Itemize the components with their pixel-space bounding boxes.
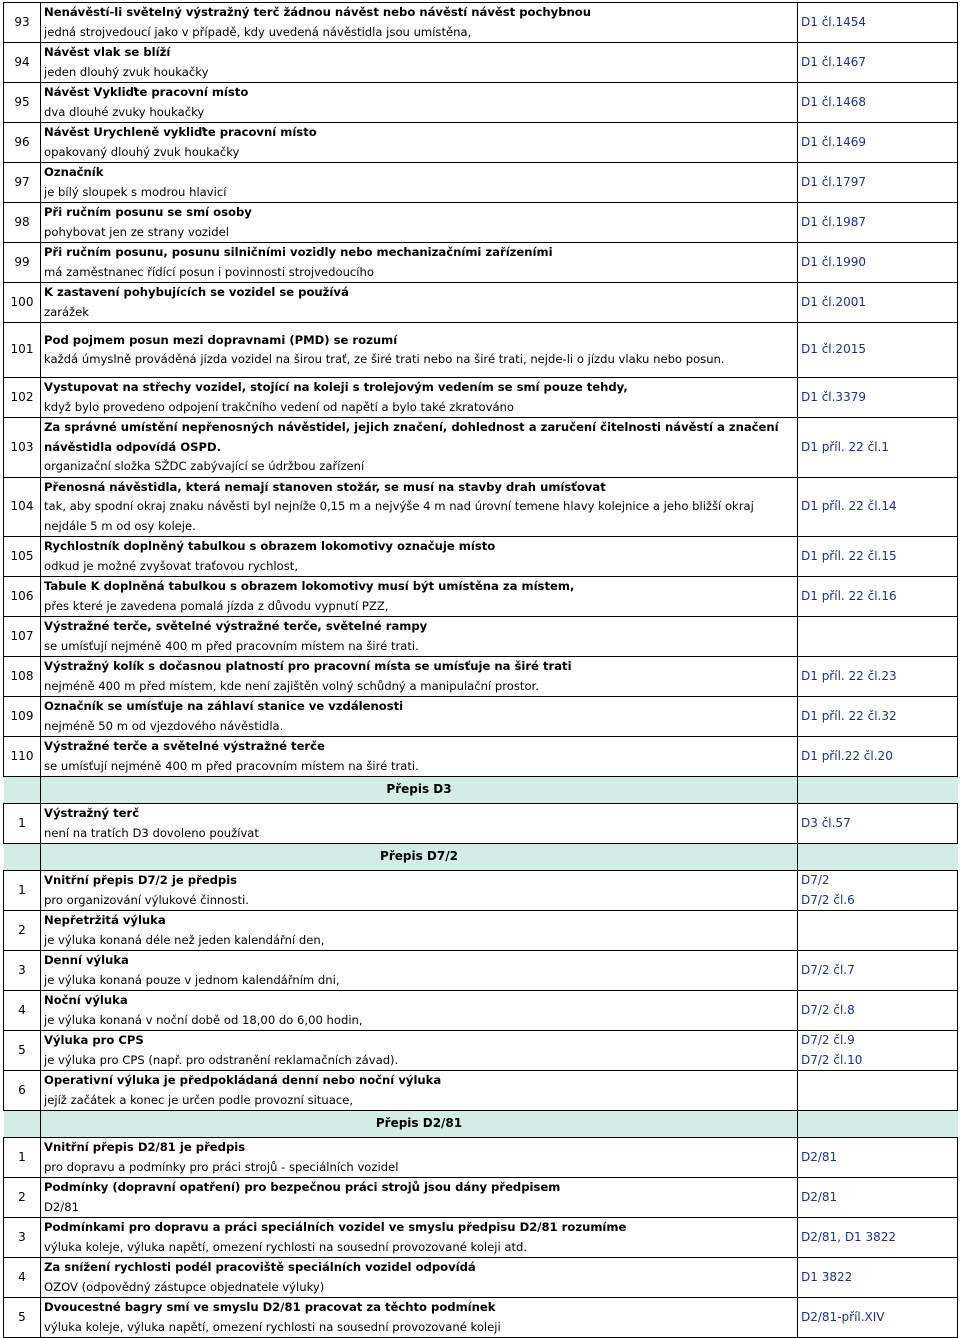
question-cell bbox=[41, 871, 798, 911]
table-row bbox=[4, 123, 958, 163]
table-row bbox=[4, 911, 958, 951]
section-header bbox=[4, 844, 958, 871]
reference-text: D1 příl. 22 čl.32 bbox=[801, 708, 897, 723]
table-row bbox=[4, 1071, 958, 1111]
reference-text: D1 čl.3379 bbox=[801, 389, 866, 404]
reference-cell bbox=[798, 163, 958, 203]
answer-text: organizační složka SŽDC zabývající se údržbou zařízení bbox=[44, 459, 365, 473]
answer-text: jedná strojvedoucí jako v případě, kdy uvedená návěstidla jsou umístěna, bbox=[44, 24, 472, 39]
question-cell bbox=[41, 911, 798, 951]
reference-cell bbox=[798, 1298, 958, 1338]
question-text: Dvoucestné bagry smí ve smyslu D2/81 pracovat za těchto podmínek bbox=[44, 1300, 496, 1314]
question-cell bbox=[41, 1218, 798, 1258]
question-number: 105 bbox=[4, 537, 41, 577]
question-cell bbox=[41, 3, 798, 43]
section-title: Přepis D7/2 bbox=[41, 844, 798, 871]
question-number: 106 bbox=[4, 577, 41, 617]
answer-text: nejméně 400 m před místem, kde není zajištěn volný schůdný a manipulační prostor. bbox=[44, 678, 539, 693]
question-cell bbox=[41, 283, 798, 323]
reference-cell bbox=[798, 378, 958, 418]
answer-text: není na tratích D3 dovoleno používat bbox=[44, 825, 259, 840]
question-number: 99 bbox=[4, 243, 41, 283]
reference-text: D3 čl.57 bbox=[801, 815, 851, 830]
question-number: 4 bbox=[4, 1258, 41, 1298]
reference-cell bbox=[798, 283, 958, 323]
question-number: 3 bbox=[4, 1218, 41, 1258]
answer-text: výluka koleje, výluka napětí, omezení rychlosti na sousední provozované koleji atd. bbox=[44, 1239, 528, 1254]
reference-text: D1 příl. 22 čl.16 bbox=[801, 588, 897, 603]
section-spacer bbox=[798, 844, 958, 871]
question-cell bbox=[41, 123, 798, 163]
reference-cell bbox=[798, 243, 958, 283]
question-cell bbox=[41, 537, 798, 577]
table-row bbox=[4, 951, 958, 991]
table-row bbox=[4, 804, 958, 844]
question-number: 6 bbox=[4, 1071, 41, 1111]
question-text: Denní výluka bbox=[44, 953, 129, 967]
question-number: 5 bbox=[4, 1031, 41, 1071]
question-cell bbox=[41, 1138, 798, 1178]
reference-cell bbox=[798, 1258, 958, 1298]
question-number: 4 bbox=[4, 991, 41, 1031]
table-row bbox=[4, 378, 958, 418]
table-row bbox=[4, 323, 958, 378]
question-cell bbox=[41, 1298, 798, 1338]
table-row bbox=[4, 43, 958, 83]
question-text: Pod pojmem posun mezi dopravnami (PMD) se rozumí bbox=[44, 332, 398, 347]
answer-text: jejíž začátek a konec je určen podle provozní situace, bbox=[44, 1092, 354, 1107]
question-cell bbox=[41, 323, 798, 378]
question-text: Návěst vlak se blíží bbox=[44, 45, 171, 59]
question-number: 108 bbox=[4, 657, 41, 697]
table-row bbox=[4, 657, 958, 697]
question-cell bbox=[41, 203, 798, 243]
table-row bbox=[4, 697, 958, 737]
question-number: 104 bbox=[4, 477, 41, 537]
section-spacer bbox=[4, 1111, 41, 1138]
question-number: 109 bbox=[4, 697, 41, 737]
table-row bbox=[4, 203, 958, 243]
section-spacer bbox=[798, 777, 958, 804]
table-row bbox=[4, 3, 958, 43]
question-number: 1 bbox=[4, 1138, 41, 1178]
table-row bbox=[4, 991, 958, 1031]
answer-text: pro dopravu a podmínky pro práci strojů - speciálních vozidel bbox=[44, 1159, 399, 1174]
reference-text: D2/81-příl.XIV bbox=[801, 1309, 885, 1324]
question-cell bbox=[41, 378, 798, 418]
question-cell bbox=[41, 657, 798, 697]
reference-cell bbox=[798, 617, 958, 657]
question-text: Operativní výluka je předpokládaná denní nebo noční výluka bbox=[44, 1073, 442, 1087]
question-text: Označník se umísťuje na záhlaví stanice ve vzdálenosti bbox=[44, 699, 404, 713]
question-cell bbox=[41, 1071, 798, 1111]
reference-cell bbox=[798, 123, 958, 163]
reference-cell bbox=[798, 697, 958, 737]
question-number: 2 bbox=[4, 911, 41, 951]
table-row bbox=[4, 1138, 958, 1178]
question-cell bbox=[41, 617, 798, 657]
table-row bbox=[4, 243, 958, 283]
question-text: Výstražné terče a světelné výstražné terče bbox=[44, 739, 325, 753]
reference-text: D2/81 bbox=[801, 1149, 838, 1164]
answer-text: opakovaný dlouhý zvuk houkačky bbox=[44, 144, 240, 159]
question-cell bbox=[41, 418, 798, 478]
answer-text: nejméně 50 m od vjezdového návěstidla. bbox=[44, 718, 284, 733]
question-text: Návěst Urychleně vykliďte pracovní místo bbox=[44, 125, 317, 139]
question-number: 2 bbox=[4, 1178, 41, 1218]
question-number: 1 bbox=[4, 804, 41, 844]
answer-text: se umísťují nejméně 400 m před pracovním místem na širé trati. bbox=[44, 758, 419, 773]
reference-cell bbox=[798, 1138, 958, 1178]
question-text: Vnitřní přepis D2/81 je předpis bbox=[44, 1140, 246, 1154]
question-sheet bbox=[3, 2, 957, 1338]
section-header bbox=[4, 777, 958, 804]
question-text: K zastavení pohybujících se vozidel se používá bbox=[44, 285, 349, 299]
reference-text-secondary: D7/2 čl.6 bbox=[801, 892, 855, 907]
reference-text: D1 čl.2015 bbox=[801, 342, 866, 357]
question-cell bbox=[41, 737, 798, 777]
answer-text: tak, aby spodní okraj znaku návěsti byl nejníže 0,15 m a nejvýše 4 m nad úrovní temene hlavy kolejnice a jeho bližší okraj nejdále 5 m od osy koleje. bbox=[44, 499, 754, 533]
question-text: Podmínkami pro dopravu a práci speciálních vozidel ve smyslu předpisu D2/81 rozumíme bbox=[44, 1220, 627, 1234]
reference-text: D2/81, D1 3822 bbox=[801, 1229, 897, 1244]
question-text: Vnitřní přepis D7/2 je předpis bbox=[44, 873, 238, 887]
question-text: Přenosná návěstidla, která nemají stanoven stožár, se musí na stavby drah umísťovat bbox=[44, 479, 606, 494]
reference-text: D7/2 čl.7 bbox=[801, 962, 855, 977]
question-number: 97 bbox=[4, 163, 41, 203]
question-cell bbox=[41, 804, 798, 844]
question-number: 107 bbox=[4, 617, 41, 657]
table-row bbox=[4, 1218, 958, 1258]
section-header bbox=[4, 1111, 958, 1138]
table-row bbox=[4, 477, 958, 537]
reference-text: D1 čl.1454 bbox=[801, 14, 866, 29]
question-text: Návěst Vykliďte pracovní místo bbox=[44, 85, 249, 99]
question-cell bbox=[41, 1031, 798, 1071]
reference-cell bbox=[798, 323, 958, 378]
reference-cell bbox=[798, 477, 958, 537]
question-number: 98 bbox=[4, 203, 41, 243]
section-spacer bbox=[4, 844, 41, 871]
answer-text: se umísťují nejméně 400 m před pracovním místem na širé trati. bbox=[44, 638, 419, 653]
reference-cell bbox=[798, 203, 958, 243]
table-row bbox=[4, 418, 958, 478]
question-text: Rychlostník doplněný tabulkou s obrazem lokomotivy označuje místo bbox=[44, 539, 496, 553]
reference-text: D7/2 bbox=[801, 873, 830, 887]
reference-cell bbox=[798, 951, 958, 991]
reference-text: D7/2 čl.9 bbox=[801, 1033, 855, 1047]
answer-text: zarážek bbox=[44, 304, 89, 319]
answer-text: výluka koleje, výluka napětí, omezení rychlosti na sousední provozované koleji bbox=[44, 1319, 501, 1334]
reference-cell bbox=[798, 3, 958, 43]
reference-cell bbox=[798, 1218, 958, 1258]
question-text: Za správné umístění nepřenosných návěstidel, jejich značení, dohlednost a zaručení čitelnosti návěstí a značení návěstidla odpovídá OSPD. bbox=[44, 420, 779, 454]
question-table-body bbox=[4, 3, 958, 1338]
answer-text: pro organizování výlukové činnosti. bbox=[44, 892, 249, 907]
table-row bbox=[4, 617, 958, 657]
question-number: 96 bbox=[4, 123, 41, 163]
question-text: Výstražný kolík s dočasnou platností pro pracovní místa se umísťuje na širé trati bbox=[44, 659, 572, 673]
reference-cell bbox=[798, 43, 958, 83]
table-row bbox=[4, 1031, 958, 1071]
table-row bbox=[4, 577, 958, 617]
question-text: Při ručním posunu, posunu silničními vozidly nebo mechanizačními zařízeními bbox=[44, 245, 553, 259]
reference-text: D1 čl.1469 bbox=[801, 134, 866, 149]
answer-text: je výluka konaná déle než jeden kalendářní den, bbox=[44, 932, 325, 947]
question-text: Za snížení rychlosti podél pracoviště speciálních vozidel odpovídá bbox=[44, 1260, 476, 1274]
reference-text: D2/81 bbox=[801, 1189, 838, 1204]
answer-text: každá úmyslně prováděná jízda vozidel na širou trať, ze širé trati nebo na širé trati, nejde-li o jízdu vlaku nebo posun. bbox=[44, 352, 725, 366]
question-number: 103 bbox=[4, 418, 41, 478]
reference-text: D1 příl.22 čl.20 bbox=[801, 748, 893, 763]
section-spacer bbox=[4, 777, 41, 804]
reference-text: D1 příl. 22 čl.15 bbox=[801, 548, 897, 563]
answer-text: když bylo provedeno odpojení trakčního vedení od napětí a bylo také zkratováno bbox=[44, 399, 514, 414]
answer-text: je bílý sloupek s modrou hlavicí bbox=[44, 184, 227, 199]
reference-text: D1 čl.1987 bbox=[801, 214, 866, 229]
question-cell bbox=[41, 163, 798, 203]
question-text: Vystupovat na střechy vozidel, stojící na koleji s trolejovým vedením se smí pouze tehdy, bbox=[44, 380, 628, 394]
reference-text: D1 příl. 22 čl.23 bbox=[801, 668, 897, 683]
reference-cell bbox=[798, 83, 958, 123]
answer-text: má zaměstnanec řídící posun i povinnosti strojvedoucího bbox=[44, 264, 374, 279]
reference-text: D1 čl.1797 bbox=[801, 174, 866, 189]
reference-cell bbox=[798, 911, 958, 951]
reference-cell bbox=[798, 804, 958, 844]
question-cell bbox=[41, 83, 798, 123]
reference-cell bbox=[798, 991, 958, 1031]
answer-text: je výluka konaná pouze v jednom kalendářním dni, bbox=[44, 972, 340, 987]
reference-cell bbox=[798, 657, 958, 697]
question-text: Podmínky (dopravní opatření) pro bezpečnou práci strojů jsou dány předpisem bbox=[44, 1180, 561, 1194]
question-cell bbox=[41, 43, 798, 83]
answer-text: dva dlouhé zvuky houkačky bbox=[44, 104, 205, 119]
question-number: 110 bbox=[4, 737, 41, 777]
reference-cell bbox=[798, 1178, 958, 1218]
reference-text-secondary: D7/2 čl.10 bbox=[801, 1052, 863, 1067]
answer-text: OZOV (odpovědný zástupce objednatele výluky) bbox=[44, 1279, 325, 1294]
table-row bbox=[4, 83, 958, 123]
question-number: 1 bbox=[4, 871, 41, 911]
section-spacer bbox=[798, 1111, 958, 1138]
question-text: Při ručním posunu se smí osoby bbox=[44, 205, 252, 219]
reference-cell bbox=[798, 577, 958, 617]
question-table bbox=[3, 2, 958, 1338]
question-cell bbox=[41, 1258, 798, 1298]
question-cell bbox=[41, 951, 798, 991]
answer-text: jeden dlouhý zvuk houkačky bbox=[44, 64, 209, 79]
table-row bbox=[4, 163, 958, 203]
table-row bbox=[4, 537, 958, 577]
question-cell bbox=[41, 577, 798, 617]
question-number: 95 bbox=[4, 83, 41, 123]
question-text: Výstražný terč bbox=[44, 806, 140, 820]
reference-cell bbox=[798, 871, 958, 911]
question-number: 101 bbox=[4, 323, 41, 378]
answer-text: je výluka pro CPS (např. pro odstranění reklamačních závad). bbox=[44, 1052, 399, 1067]
table-row bbox=[4, 1178, 958, 1218]
question-text: Tabule K doplněná tabulkou s obrazem lokomotivy musí být umístěna za místem, bbox=[44, 579, 575, 593]
question-number: 102 bbox=[4, 378, 41, 418]
reference-text: D1 čl.1990 bbox=[801, 254, 866, 269]
reference-text: D1 3822 bbox=[801, 1269, 853, 1284]
reference-text: D1 příl. 22 čl.1 bbox=[801, 439, 890, 454]
answer-text: přes které je zavedena pomalá jízda z důvodu vypnutí PZZ, bbox=[44, 598, 389, 613]
question-number: 94 bbox=[4, 43, 41, 83]
question-cell bbox=[41, 991, 798, 1031]
reference-text: D1 čl.2001 bbox=[801, 294, 866, 309]
question-cell bbox=[41, 1178, 798, 1218]
reference-text: D1 čl.1468 bbox=[801, 94, 866, 109]
reference-text: D1 čl.1467 bbox=[801, 54, 866, 69]
table-row bbox=[4, 737, 958, 777]
table-row bbox=[4, 283, 958, 323]
reference-cell bbox=[798, 1031, 958, 1071]
reference-cell bbox=[798, 418, 958, 478]
question-text: Nepřetržitá výluka bbox=[44, 913, 166, 927]
reference-cell bbox=[798, 537, 958, 577]
question-number: 93 bbox=[4, 3, 41, 43]
question-number: 3 bbox=[4, 951, 41, 991]
question-cell bbox=[41, 697, 798, 737]
answer-text: pohybovat jen ze strany vozidel bbox=[44, 224, 229, 239]
reference-text: D1 příl. 22 čl.14 bbox=[801, 499, 897, 513]
table-row bbox=[4, 1298, 958, 1338]
question-text: Výstražné terče, světelné výstražné terče, světelné rampy bbox=[44, 619, 428, 633]
table-row bbox=[4, 871, 958, 911]
question-text: Noční výluka bbox=[44, 993, 128, 1007]
question-text: Označník bbox=[44, 165, 104, 179]
reference-cell bbox=[798, 737, 958, 777]
reference-cell bbox=[798, 1071, 958, 1111]
question-text: Výluka pro CPS bbox=[44, 1033, 144, 1047]
question-text: Nenávěstí-li světelný výstražný terč žádnou návěst nebo návěstí návěst pochybnou bbox=[44, 5, 591, 19]
table-row bbox=[4, 1258, 958, 1298]
question-number: 100 bbox=[4, 283, 41, 323]
answer-text: je výluka konaná v noční době od 18,00 do 6,00 hodin, bbox=[44, 1012, 363, 1027]
reference-text: D7/2 čl.8 bbox=[801, 1002, 855, 1017]
question-cell bbox=[41, 243, 798, 283]
answer-text: D2/81 bbox=[44, 1199, 79, 1214]
answer-text: odkud je možné zvyšovat traťovou rychlost, bbox=[44, 558, 298, 573]
question-number: 5 bbox=[4, 1298, 41, 1338]
section-title: Přepis D3 bbox=[41, 777, 798, 804]
question-cell bbox=[41, 477, 798, 537]
section-title: Přepis D2/81 bbox=[41, 1111, 798, 1138]
